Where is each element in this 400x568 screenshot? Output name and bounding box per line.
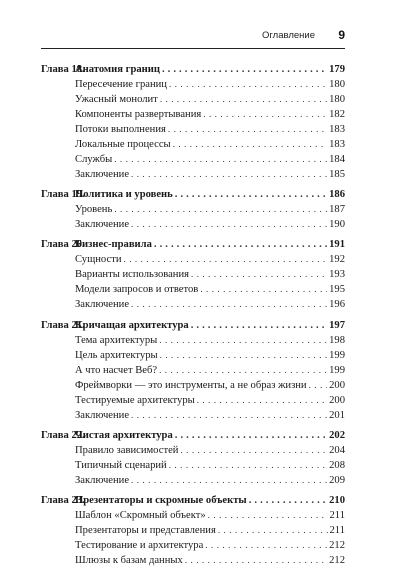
page-header	[41, 28, 345, 46]
dot-leader	[197, 393, 327, 408]
section-title: Шлюзы к базам данных	[75, 554, 183, 566]
dot-leader	[168, 122, 327, 137]
dot-leader	[200, 282, 327, 297]
dot-leader	[175, 187, 327, 202]
section-title: Тема архитектуры	[75, 334, 158, 346]
chapter-heading	[41, 62, 160, 77]
toc-section-entry[interactable]	[41, 348, 345, 363]
section-title: Потоки выполнения	[75, 124, 166, 135]
chapter-number: Глава 18.	[41, 64, 85, 75]
toc-chapter-entry[interactable]	[41, 187, 345, 202]
dot-leader	[162, 62, 327, 77]
dot-leader	[154, 237, 327, 252]
section-title: Фреймворки — это инструменты, а не образ жизни	[75, 379, 307, 391]
chapter-block	[41, 493, 345, 568]
section-page-number: 192	[329, 254, 345, 266]
chapter-block	[41, 237, 345, 312]
toc-section-entry[interactable]	[41, 508, 345, 523]
dot-leader	[131, 167, 327, 182]
toc-section-entry[interactable]	[41, 538, 345, 553]
toc-section-entry[interactable]	[41, 107, 345, 122]
toc-section-entry[interactable]	[41, 473, 345, 488]
section-title: Презентаторы и представления	[75, 524, 216, 536]
section-title: Компоненты развертывания	[75, 109, 202, 120]
section-page-number: 182	[329, 109, 345, 120]
chapter-page-number: 186	[329, 189, 345, 201]
dot-leader	[131, 408, 327, 423]
toc-section-entry[interactable]	[41, 122, 345, 137]
chapter-page-number: 191	[329, 239, 345, 251]
dot-leader	[191, 267, 327, 282]
dot-leader	[173, 137, 327, 152]
dot-leader	[131, 217, 327, 232]
page-number: 9	[338, 28, 345, 42]
toc-section-entry[interactable]	[41, 333, 345, 348]
chapter-block	[41, 62, 345, 182]
section-title: Типичный сценарий	[75, 459, 167, 471]
dot-leader	[203, 107, 327, 122]
section-page-number: 184	[329, 154, 345, 165]
chapter-heading	[41, 493, 247, 508]
dot-leader	[191, 318, 327, 333]
section-title: Тестируемые архитектуры	[75, 394, 195, 406]
toc-section-entry[interactable]	[41, 443, 345, 458]
chapter-number: Глава 23.	[41, 494, 85, 506]
section-page-number: 212	[329, 539, 345, 551]
chapter-title: Политика и уровень	[75, 189, 173, 201]
section-page-number: 195	[329, 284, 345, 296]
dot-leader	[208, 508, 328, 523]
section-page-number: 183	[329, 124, 345, 135]
section-page-number: 209	[329, 474, 345, 486]
toc-section-entry[interactable]	[41, 378, 345, 393]
chapter-heading	[41, 237, 152, 252]
chapter-page-number: 179	[329, 64, 345, 75]
toc-chapter-entry[interactable]	[41, 237, 345, 252]
section-page-number: 201	[329, 409, 345, 421]
dot-leader	[114, 152, 327, 167]
table-of-contents	[41, 62, 345, 568]
dot-leader	[160, 348, 327, 363]
chapter-title: Чистая архитектура	[75, 429, 173, 441]
chapter-number: Глава 20.	[41, 239, 85, 251]
dot-leader	[159, 333, 327, 348]
section-title: Заключение	[75, 219, 130, 231]
section-page-number: 211	[329, 509, 345, 521]
chapter-title: Анатомия границ	[75, 64, 160, 75]
dot-leader	[114, 202, 327, 217]
section-page-number: 180	[329, 94, 345, 105]
dot-leader	[309, 378, 328, 393]
toc-section-entry[interactable]	[41, 282, 345, 297]
chapter-title: Бизнес-правила	[75, 239, 152, 251]
chapter-heading	[41, 318, 189, 333]
section-page-number: 200	[329, 379, 345, 391]
section-page-number: 183	[329, 139, 345, 150]
section-title: Тестирование и архитектура	[75, 539, 204, 551]
toc-section-entry[interactable]	[41, 92, 345, 107]
dot-leader	[205, 538, 327, 553]
section-page-number: 204	[329, 444, 345, 456]
chapter-block	[41, 187, 345, 232]
toc-section-entry[interactable]	[41, 267, 345, 282]
section-title: Варианты использования	[75, 269, 190, 281]
toc-section-entry[interactable]	[41, 297, 345, 312]
dot-leader	[131, 473, 327, 488]
chapter-page-number: 197	[329, 319, 345, 331]
section-title: Заключение	[75, 169, 130, 180]
chapter-title: Презентаторы и скромные объекты	[75, 494, 247, 506]
dot-leader	[249, 493, 327, 508]
section-title: Заключение	[75, 299, 130, 311]
section-page-number: 211	[329, 524, 345, 536]
toc-section-entry[interactable]	[41, 77, 345, 92]
toc-section-entry[interactable]	[41, 363, 345, 378]
toc-chapter-entry[interactable]	[41, 428, 345, 443]
section-title: Шаблон «Скромный объект»	[75, 509, 206, 521]
chapter-block	[41, 318, 345, 423]
toc-chapter-entry[interactable]	[41, 62, 345, 77]
section-page-number: 198	[329, 334, 345, 346]
section-page-number: 199	[329, 364, 345, 376]
section-page-number: 193	[329, 269, 345, 281]
dot-leader	[175, 428, 327, 443]
section-page-number: 180	[329, 79, 345, 90]
section-page-number: 185	[329, 169, 345, 180]
dot-leader	[131, 297, 327, 312]
dot-leader	[180, 443, 327, 458]
section-page-number: 212	[329, 554, 345, 566]
toc-section-entry[interactable]	[41, 393, 345, 408]
chapter-number: Глава 21.	[41, 319, 85, 331]
section-title: Правило зависимостей	[75, 444, 179, 456]
toc-section-entry[interactable]	[41, 553, 345, 568]
dot-leader	[124, 252, 328, 267]
toc-chapter-entry[interactable]	[41, 493, 345, 508]
chapter-block	[41, 428, 345, 488]
chapter-number: Глава 19.	[41, 189, 85, 201]
section-page-number: 187	[329, 204, 345, 216]
section-page-number: 190	[329, 219, 345, 231]
toc-section-entry[interactable]	[41, 152, 345, 167]
section-title: Сущности	[75, 254, 122, 266]
section-title: А что насчет Веб?	[75, 364, 158, 376]
toc-chapter-entry[interactable]	[41, 318, 345, 333]
section-page-number: 208	[329, 459, 345, 471]
section-title: Локальные процессы	[75, 139, 171, 150]
toc-section-entry[interactable]	[41, 202, 345, 217]
dot-leader	[160, 92, 327, 107]
toc-section-entry[interactable]	[41, 167, 345, 182]
section-title: Модели запросов и ответов	[75, 284, 199, 296]
toc-section-entry[interactable]	[41, 458, 345, 473]
dot-leader	[218, 523, 328, 538]
section-title: Службы	[75, 154, 113, 165]
section-title: Ужасный монолит	[75, 94, 158, 105]
section-page-number: 196	[329, 299, 345, 311]
dot-leader	[169, 458, 327, 473]
dot-leader	[169, 77, 327, 92]
section-title: Пересечение границ	[75, 79, 167, 90]
section-title: Цель архитектуры	[75, 349, 158, 361]
section-title: Заключение	[75, 409, 130, 421]
header-rule	[41, 48, 345, 49]
section-page-number: 199	[329, 349, 345, 361]
toc-section-entry[interactable]	[41, 217, 345, 232]
section-title: Уровень	[75, 204, 113, 216]
dot-leader	[185, 553, 327, 568]
section-page-number: 200	[329, 394, 345, 406]
toc-section-entry[interactable]	[41, 523, 345, 538]
toc-section-entry[interactable]	[41, 252, 345, 267]
dot-leader	[159, 363, 327, 378]
toc-section-entry[interactable]	[41, 408, 345, 423]
running-header-title: Оглавление	[262, 30, 315, 41]
chapter-page-number: 210	[329, 494, 345, 506]
chapter-page-number: 202	[329, 429, 345, 441]
section-title: Заключение	[75, 474, 130, 486]
toc-section-entry[interactable]	[41, 137, 345, 152]
chapter-title: Кричащая архитектура	[75, 319, 189, 331]
chapter-heading	[41, 187, 173, 202]
chapter-number: Глава 22.	[41, 429, 85, 441]
chapter-heading	[41, 428, 173, 443]
